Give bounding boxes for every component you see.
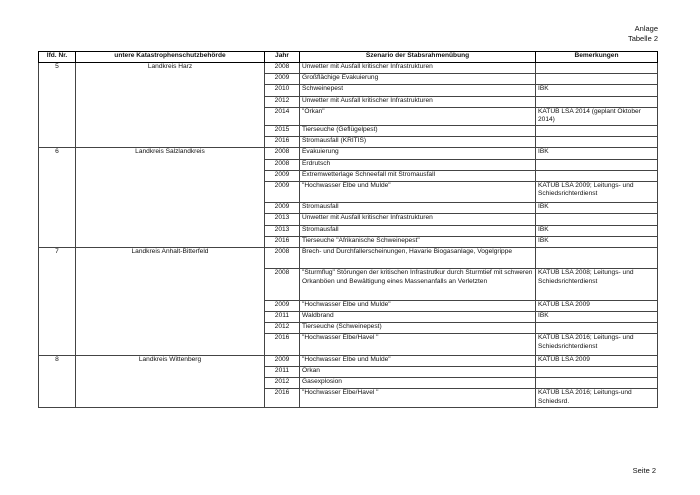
column-header-szenario: Szenario der Stabsrahmenübung <box>300 52 536 63</box>
cell-jahr: 2012 <box>265 96 300 107</box>
cell-szenario: Tierseuche (Geflügelpest) <box>300 125 536 136</box>
cell-jahr: 2009 <box>265 74 300 85</box>
cell-behoerde: Landkreis Anhalt-Bitterfeld <box>76 248 265 356</box>
cell-bemerkung <box>536 323 658 334</box>
cell-jahr: 2012 <box>265 323 300 334</box>
cell-bemerkung: IBK <box>536 225 658 236</box>
cell-jahr: 2009 <box>265 170 300 181</box>
exercise-table <box>38 51 658 408</box>
table-row <box>39 248 658 269</box>
column-header-jahr: Jahr <box>265 52 300 63</box>
page-number: Seite 2 <box>632 466 656 475</box>
cell-jahr: 2008 <box>265 63 300 74</box>
cell-bemerkung <box>536 125 658 136</box>
cell-bemerkung <box>536 96 658 107</box>
cell-szenario: "Hochwasser Elbe/Havel " <box>300 389 536 407</box>
cell-jahr: 2014 <box>265 107 300 125</box>
cell-nr: 5 <box>39 63 76 148</box>
cell-jahr: 2013 <box>265 214 300 225</box>
cell-jahr: 2009 <box>265 203 300 214</box>
cell-szenario: Großflächige Evakuierung <box>300 74 536 85</box>
cell-jahr: 2012 <box>265 378 300 389</box>
cell-bemerkung <box>536 63 658 74</box>
cell-szenario: Waldbrand <box>300 312 536 323</box>
cell-behoerde: Landkreis Salzlandkreis <box>76 148 265 248</box>
cell-jahr: 2016 <box>265 236 300 247</box>
cell-bemerkung: KATÜB LSA 2009; Leitungs- und Schiedsrichterdienst <box>536 181 658 202</box>
cell-nr: 6 <box>39 148 76 248</box>
cell-szenario: "Orkan" <box>300 107 536 125</box>
cell-jahr: 2016 <box>265 137 300 148</box>
cell-jahr: 2008 <box>265 148 300 159</box>
cell-jahr: 2009 <box>265 300 300 311</box>
cell-szenario: Unwetter mit Ausfall kritischer Infrastrukturen <box>300 63 536 74</box>
cell-bemerkung <box>536 170 658 181</box>
cell-bemerkung: IBK <box>536 203 658 214</box>
cell-bemerkung: IBK <box>536 236 658 247</box>
table-row <box>39 355 658 366</box>
cell-szenario: "Sturmflug" Störungen der kritischen Infrastrutkur durch Sturmtief mit schweren Orkanböen und Bewältigung eines Massenanfalls an Verletzten <box>300 269 536 301</box>
column-header-nr: lfd. Nr. <box>39 52 76 63</box>
cell-nr: 7 <box>39 248 76 356</box>
cell-behoerde: Landkreis Wittenberg <box>76 355 265 407</box>
cell-szenario: Stromausfall <box>300 203 536 214</box>
cell-bemerkung: KATÜB LSA 2009 <box>536 300 658 311</box>
annex-label: Anlage <box>634 24 658 33</box>
table-label: Tabelle 2 <box>627 34 658 43</box>
cell-szenario: Orkan <box>300 367 536 378</box>
column-header-bemerkungen: Bemerkungen <box>536 52 658 63</box>
cell-szenario: Stromausfall (KRITIS) <box>300 137 536 148</box>
cell-bemerkung <box>536 248 658 269</box>
cell-szenario: Unwetter mit Ausfall kritischer Infrastrukturen <box>300 214 536 225</box>
cell-jahr: 2015 <box>265 125 300 136</box>
cell-jahr: 2013 <box>265 225 300 236</box>
cell-szenario: Tierseuche (Schweinepest) <box>300 323 536 334</box>
cell-szenario: Extremwetterlage Schneefall mit Stromausfall <box>300 170 536 181</box>
cell-bemerkung <box>536 159 658 170</box>
cell-jahr: 2011 <box>265 367 300 378</box>
cell-bemerkung: IBK <box>536 312 658 323</box>
table-row <box>39 63 658 74</box>
cell-szenario: Schweinepest <box>300 85 536 96</box>
table-row <box>39 148 658 159</box>
cell-jahr: 2008 <box>265 269 300 301</box>
cell-szenario: Evakuierung <box>300 148 536 159</box>
cell-jahr: 2009 <box>265 181 300 202</box>
cell-bemerkung: KATÜB LSA 2009 <box>536 355 658 366</box>
cell-bemerkung <box>536 74 658 85</box>
cell-szenario: "Hochwasser Elbe und Mulde" <box>300 300 536 311</box>
cell-szenario: "Hochwasser Elbe/Havel " <box>300 334 536 355</box>
cell-szenario: Tierseuche "Afrikanische Schweinepest" <box>300 236 536 247</box>
cell-jahr: 2016 <box>265 389 300 407</box>
cell-szenario: "Hochwasser Elbe und Mulde" <box>300 355 536 366</box>
cell-jahr: 2016 <box>265 334 300 355</box>
cell-jahr: 2008 <box>265 248 300 269</box>
cell-bemerkung <box>536 137 658 148</box>
cell-szenario: Stromausfall <box>300 225 536 236</box>
cell-bemerkung <box>536 367 658 378</box>
table-body <box>39 63 658 408</box>
cell-szenario: Unwetter mit Ausfall kritischer Infrastrukturen <box>300 96 536 107</box>
cell-bemerkung: KATÜB LSA 2008; Leitungs- und Schiedsrichterdienst <box>536 269 658 301</box>
cell-bemerkung: KATÜB LSA 2016; Leitungs- und Schiedsrichterdienst <box>536 334 658 355</box>
cell-szenario: "Hochwasser Elbe und Mulde" <box>300 181 536 202</box>
cell-szenario: Gasexplosion <box>300 378 536 389</box>
cell-jahr: 2009 <box>265 355 300 366</box>
cell-jahr: 2011 <box>265 312 300 323</box>
cell-bemerkung <box>536 214 658 225</box>
cell-jahr: 2008 <box>265 159 300 170</box>
cell-szenario: Brech- und Durchfallerscheinungen, Havarie Biogasanlage, Vogelgrippe <box>300 248 536 269</box>
cell-bemerkung <box>536 378 658 389</box>
cell-bemerkung: IBK <box>536 148 658 159</box>
cell-nr: 8 <box>39 355 76 407</box>
cell-szenario: Erdrutsch <box>300 159 536 170</box>
column-header-behoerde: untere Katastrophenschutzbehörde <box>76 52 265 63</box>
cell-jahr: 2010 <box>265 85 300 96</box>
cell-bemerkung: KATÜB LSA 2016; Leitungs-und Schiedsrd. <box>536 389 658 407</box>
cell-bemerkung: IBK <box>536 85 658 96</box>
cell-bemerkung: KATÜB LSA 2014 (geplant Oktober 2014) <box>536 107 658 125</box>
table-header-row <box>39 52 658 63</box>
cell-behoerde: Landkreis Harz <box>76 63 265 148</box>
